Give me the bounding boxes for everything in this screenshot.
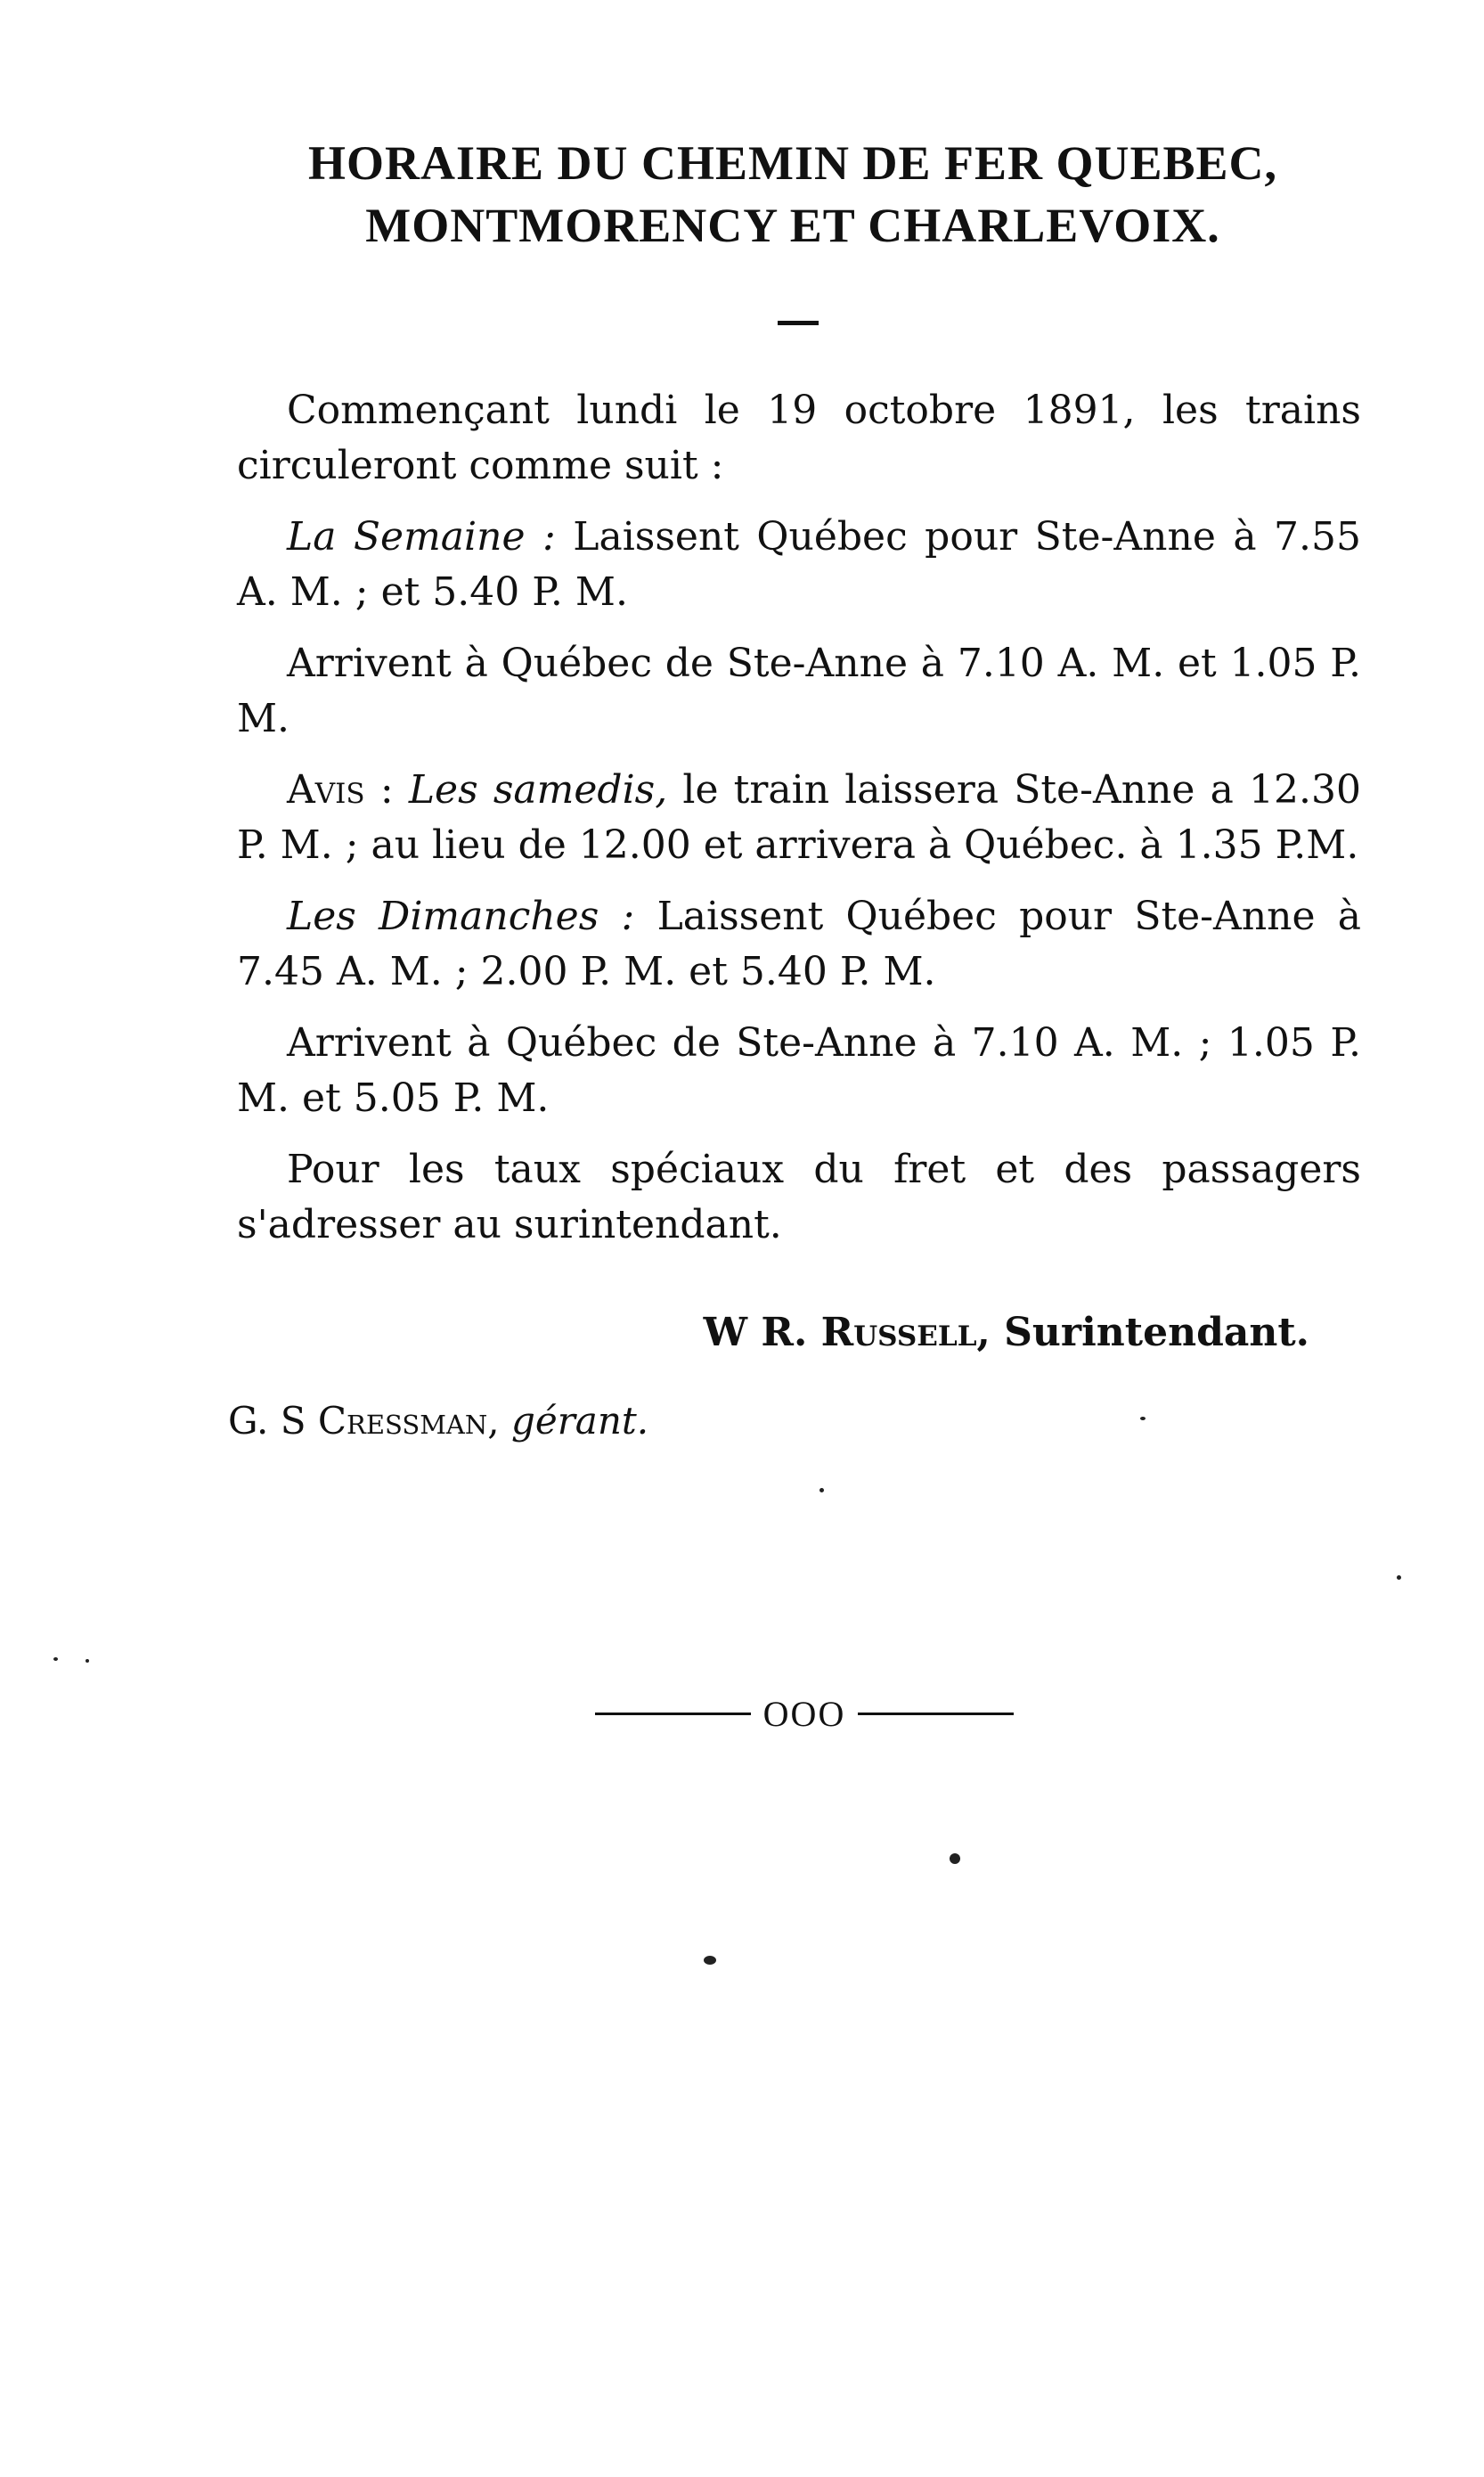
ornament-text: OOO <box>762 1694 846 1734</box>
avis-paragraph <box>237 763 1361 873</box>
title-line-2: MONTMORENCY ET CHARLEVOIX. <box>365 199 1220 252</box>
superintendent-signature <box>0 1310 1309 1355</box>
dimanches-text: Laissent Québec pour Ste-Anne à 7.45 A. M. ; 2.00 P. M. et 5.40 P. M. <box>237 894 1361 994</box>
manager-title: gérant. <box>499 1399 649 1443</box>
print-speck <box>53 1657 58 1661</box>
ornament-rule-right <box>858 1713 1014 1715</box>
print-speck <box>704 1956 716 1965</box>
print-speck <box>950 1853 960 1864</box>
title-divider <box>778 321 819 325</box>
manager-signature <box>228 1399 648 1443</box>
semaine-label: La Semaine : <box>287 514 556 560</box>
signature-title: Surintendant. <box>990 1310 1309 1355</box>
fret-paragraph: Pour les taux spéciaux du fret et des passagers s'adresser au surintendant. <box>237 1147 1361 1247</box>
schedule-body <box>237 383 1361 1269</box>
semaine-paragraph <box>237 510 1361 620</box>
avis-separator: : <box>364 767 409 813</box>
signature-name: W R. Russell, <box>703 1310 991 1355</box>
avis-label: Avis <box>287 767 365 813</box>
semaine-arrive-paragraph: Arrivent à Québec de Ste-Anne à 7.10 A. M. et 1.05 P. M. <box>237 641 1361 741</box>
dimanches-arrive-paragraph: Arrivent à Québec de Ste-Anne à 7.10 A. M. ; 1.05 P. M. et 5.05 P. M. <box>237 1020 1361 1121</box>
print-speck <box>86 1659 89 1663</box>
manager-name: G. S Cressman, <box>228 1399 500 1443</box>
dimanches-label: Les Dimanches : <box>287 894 635 939</box>
print-speck <box>819 1488 824 1492</box>
dimanches-paragraph <box>237 889 1361 1000</box>
print-speck <box>1140 1417 1146 1420</box>
avis-text: le train laissera Ste-Anne a 12.30 P. M. ; au lieu de 12.00 et arrivera à Québec. à 1.35 P.M. <box>237 767 1361 868</box>
semaine-text: Laissent Québec pour Ste-Anne à 7.55 A. M. ; et 5.40 P. M. <box>237 514 1361 615</box>
ornament-rule-left <box>595 1713 751 1715</box>
avis-italic: Les samedis, <box>408 767 668 813</box>
document-title <box>267 132 1318 257</box>
print-speck <box>1397 1575 1401 1580</box>
closing-ornament <box>595 1693 1014 1735</box>
intro-paragraph: Commençant lundi le 19 octobre 1891, les trains circuleront comme suit : <box>237 388 1361 488</box>
title-line-1: HORAIRE DU CHEMIN DE FER QUEBEC, <box>307 136 1278 190</box>
